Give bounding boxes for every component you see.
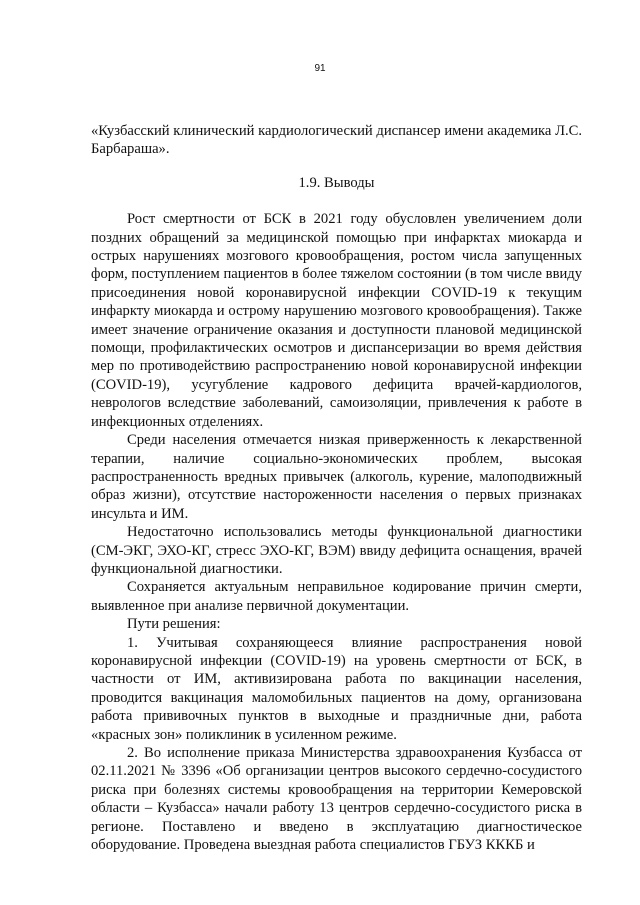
paragraph-diagnostics: Недостаточно использовались методы функциональной диагностики (СМ-ЭКГ, ЭХО-КГ, стресс ЭХО-КГ, ВЭМ) ввиду дефицита оснащения, врачей функциональной диагностики.	[91, 524, 582, 577]
paragraph-solution-2: 2. Во исполнение приказа Министерства здравоохранения Кузбасса от 02.11.2021 № 3396 «Об организации центров высокого сердечно-сосудистого риска при болезнях системы кровообращения на территории Кемеровской области – Кузбасса» начали работу 13 центров сердечно-сосудистого риска в регионе. Поставлено и введено в эксплуатацию диагностическое оборудование. Проведена выездная работа специалистов ГБУЗ КККБ и	[91, 745, 582, 854]
section-title: 1.9. Выводы	[298, 174, 375, 191]
paragraph-coding: Сохраняется актуальным неправильное кодирование причин смерти, выявленное при анализе первичной документации.	[91, 579, 582, 614]
paragraph-solution-1: 1. Учитывая сохраняющееся влияние распространения новой коронавирусной инфекции (COVID-19) на уровень смертности от БСК, в частности от ИМ, активизирована работа по вакцинации населения, проводится вакцинация маломобильных пациентов на дому, организована работа прививочных пунктов в выходные и праздничные дни, работа «красных зон» поликлиник в усиленном режиме.	[91, 634, 582, 743]
paragraph-population-adherence: Среди населения отмечается низкая приверженность к лекарственной терапии, наличие социально-экономических проблем, высокая распространенность вредных привычек (алкоголь, курение, малоподвижный образ жизни), отсутствие настороженности населения о первых признаках инсульта и ИМ.	[91, 432, 582, 522]
document-body	[91, 122, 582, 854]
paragraph-mortality-causes: Рост смертности от БСК в 2021 году обусловлен увеличением доли поздних обращений за медицинской помощью при инфарктах миокарда и острых нарушениях мозгового кровообращения, ростом числа запущенных форм, поступлением пациентов в более тяжелом состоянии (в том числе ввиду присоединения новой коронавирусной инфекции COVID-19 к текущим инфаркту миокарда и острому нарушению мозгового кровообращения). Также имеет значение ограничение оказания и доступности плановой медицинской помощи, профилактических осмотров и диспансеризации во время действия мер по противодействию распространению новой коронавирусной инфекции (COVID-19), усугубление кадрового дефицита врачей-кардиологов, неврологов вследствие заболеваний, самоизоляции, привлечения к работе в инфекционных отделениях.	[91, 211, 582, 430]
page-number: 91	[314, 63, 326, 74]
intro-paragraph: «Кузбасский клинический кардиологический диспансер имени академика Л.С. Барбараша».	[91, 123, 582, 158]
paragraph-solutions-heading: Пути решения:	[127, 616, 221, 633]
